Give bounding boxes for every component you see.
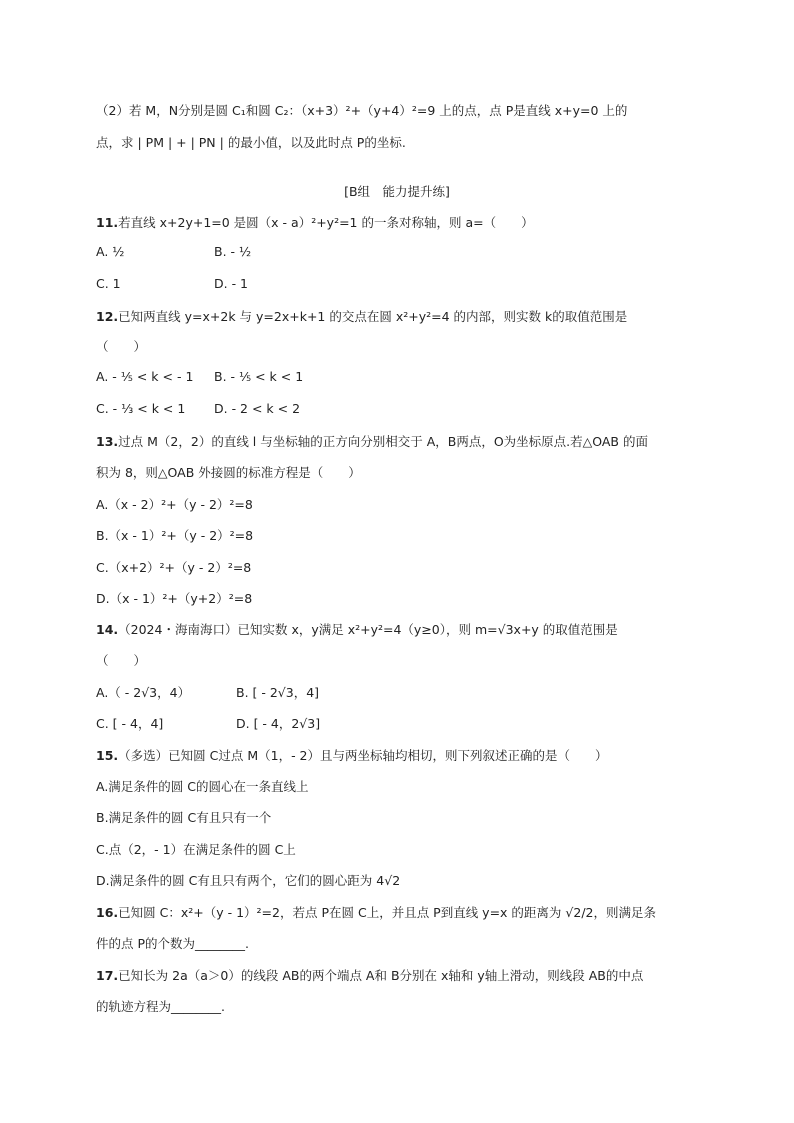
question-12-stem	[96, 307, 627, 325]
question-number: 11.	[96, 215, 119, 230]
option-a: A. - ⅕ < k < - 1	[96, 369, 194, 384]
question-16-stem	[96, 903, 656, 921]
question-15-stem	[96, 746, 608, 764]
question-17-stem-cont: 的轨迹方程为________.	[96, 999, 225, 1014]
option-c: C. [ - 4，4]	[96, 716, 164, 731]
option-a: A.（x - 2）²+（y - 2）²=8	[96, 497, 253, 512]
option-d: D. - 2 < k < 2	[214, 401, 301, 416]
question-13-stem-cont: 积为 8，则△OAB 外接圆的标准方程是（ ）	[96, 465, 361, 480]
option-b: B.满足条件的圆 C有且只有一个	[96, 810, 272, 825]
question-11-stem	[96, 213, 534, 231]
question-12-answer-paren: （ ）	[96, 339, 147, 354]
question-text: （多选）已知圆 C过点 M（1，- 2）且与两坐标轴均相切，则下列叙述正确的是（ ）	[118, 748, 608, 763]
option-a: A.满足条件的圆 C的圆心在一条直线上	[96, 779, 309, 794]
option-d: D.（x - 1）²+（y+2）²=8	[96, 591, 253, 606]
question-number: 17.	[96, 968, 119, 983]
question-number: 15.	[96, 748, 119, 763]
option-c: C. - ⅓ < k < 1	[96, 401, 186, 416]
option-d: D. [ - 4，2√3]	[236, 716, 321, 731]
option-c: C. 1	[96, 276, 121, 291]
question-13-stem	[96, 432, 648, 450]
option-a: A.（ - 2√3，4）	[96, 685, 191, 700]
option-b: B.（x - 1）²+（y - 2）²=8	[96, 528, 254, 543]
question-14-answer-paren: （ ）	[96, 653, 147, 668]
question-17-stem	[96, 966, 643, 984]
question-text: 若直线 x+2y+1=0 是圆（x - a）²+y²=1 的一条对称轴，则 a=（ ）	[118, 215, 534, 230]
question-text: 已知长为 2a（a＞0）的线段 AB的两个端点 A和 B分别在 x轴和 y轴上滑动，则线段 AB的中点	[118, 968, 644, 983]
question-number: 12.	[96, 309, 119, 324]
section-title: [B组 能力提升练]	[344, 184, 450, 199]
question-number: 13.	[96, 434, 119, 449]
question-number: 16.	[96, 905, 119, 920]
question-14-stem	[96, 620, 618, 638]
option-c: C.（x+2）²+（y - 2）²=8	[96, 560, 252, 575]
prev-problem-line-1: （2）若 M，N分别是圆 C₁和圆 C₂：（x+3）²+（y+4）²=9 上的点，点 P是直线 x+y=0 上的	[96, 103, 628, 118]
option-b: B. [ - 2√3，4]	[236, 685, 320, 700]
prev-problem-line-2: 点，求 | PM | + | PN | 的最小值，以及此时点 P的坐标.	[96, 135, 406, 150]
option-b: B. - ⅕ < k < 1	[214, 369, 304, 384]
option-a: A. ½	[96, 244, 125, 259]
option-b: B. - ½	[214, 244, 252, 259]
question-text: 过点 M（2，2）的直线 l 与坐标轴的正方向分别相交于 A，B两点，O为坐标原点.若△OAB 的面	[118, 434, 648, 449]
question-text: 已知两直线 y=x+2k 与 y=2x+k+1 的交点在圆 x²+y²=4 的内部，则实数 k的取值范围是	[118, 309, 628, 324]
question-number: 14.	[96, 622, 119, 637]
option-d: D.满足条件的圆 C有且只有两个，它们的圆心距为 4√2	[96, 873, 401, 888]
question-text: （2024・海南海口）已知实数 x，y满足 x²+y²=4（y≥0），则 m=√3x+y 的取值范围是	[118, 622, 618, 637]
question-text: 已知圆 C：x²+（y - 1）²=2，若点 P在圆 C上，并且点 P到直线 y=x 的距离为 √2/2，则满足条	[118, 905, 656, 920]
question-16-stem-cont: 件的点 P的个数为________.	[96, 936, 249, 951]
option-d: D. - 1	[214, 276, 249, 291]
option-c: C.点（2，- 1）在满足条件的圆 C上	[96, 842, 296, 857]
